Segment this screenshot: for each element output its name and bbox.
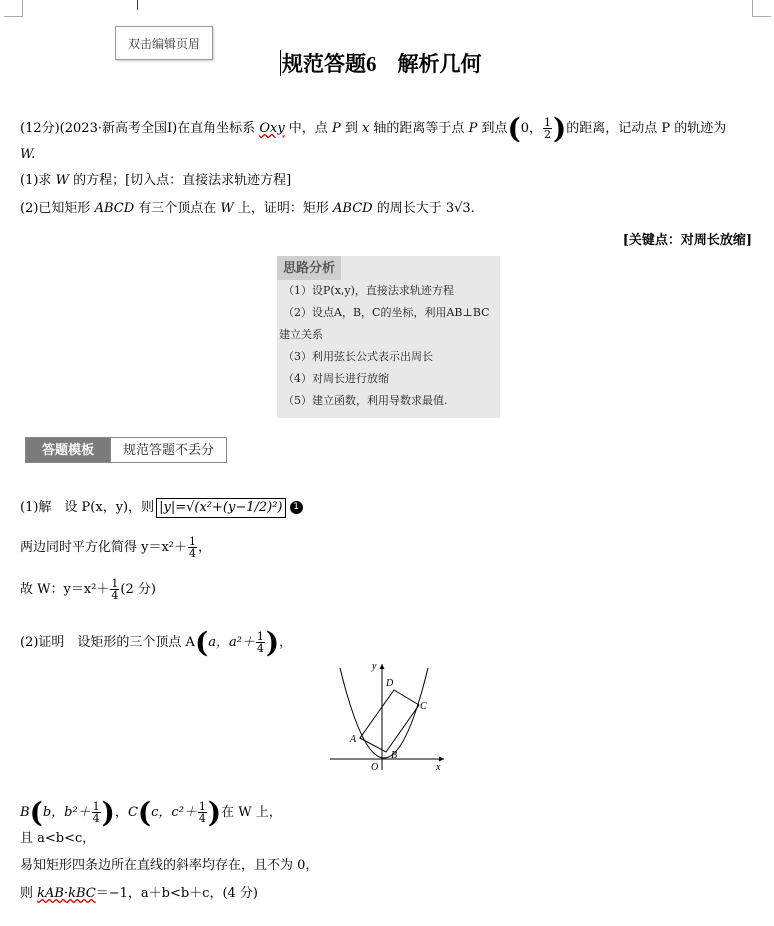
condition-3: 则 kAB·kBC＝−1，a＋b<b＋c，(4 分) — [20, 886, 258, 901]
edit-header-button[interactable]: 双击编辑页眉 — [115, 26, 213, 60]
template-label: 答题模板 — [26, 438, 110, 462]
figure-label: C — [420, 701, 427, 712]
figure-label: B — [391, 750, 398, 761]
equation-box: |y|=√(x²+(y−1/2)²) — [156, 498, 285, 518]
solution-step-1: (1)解 设 P(x，y)，则 |y|=√(x²+(y−1/2)²) 1 — [20, 498, 303, 518]
key-point: [关键点：对周长放缩] — [622, 233, 752, 248]
question-2: (2)已知矩形 ABCD 有三个顶点在 W 上，证明：矩形 ABCD 的周长大于 3√3. — [20, 201, 475, 216]
analysis-item: （3）利用弦长公式表示出周长 — [283, 350, 433, 363]
proof-start: (2)证明 设矩形的三个顶点 A(a，a²＋ $\frac{1}{4}$ )， — [20, 626, 293, 659]
title-caret — [280, 50, 281, 76]
template-tagline: 规范答题不丢分 — [110, 438, 226, 462]
solution-step-3: 故 W：y＝x²＋ $\frac{1}{4}$ (2 分) — [20, 577, 156, 602]
points-b-c: B(b，b²＋ $\frac{1}{4}$ )，C(c，c²＋ $\frac{1}{4}$ )在 W 上， — [20, 796, 282, 829]
page-title: 规范答题6 解析几何 — [282, 52, 482, 76]
condition-2: 易知矩形四条边所在直线的斜率均存在，且不为 0， — [20, 858, 319, 873]
figure-label: D — [386, 678, 394, 689]
analysis-header: 思路分析 — [277, 256, 341, 280]
marker-1-icon: 1 — [290, 501, 303, 514]
condition-1: 且 a<b<c， — [20, 831, 96, 846]
page-corner-top-left — [4, 0, 23, 17]
text-cursor — [137, 0, 138, 10]
figure-label: A — [350, 734, 357, 745]
figure-label: x — [436, 762, 441, 773]
problem-w-line: W. — [20, 147, 36, 162]
template-banner — [25, 437, 227, 463]
analysis-box — [277, 256, 500, 418]
analysis-item: （5）建立函数，利用导数求最值. — [283, 394, 448, 407]
figure-label: O — [371, 762, 379, 773]
analysis-item: （1）设P(x,y)，直接法求轨迹方程 — [283, 284, 454, 297]
analysis-item: （2）设点A，B，C的坐标，利用AB⊥BC — [283, 306, 490, 319]
parabola-figure — [326, 658, 448, 774]
page-corner-top-right — [752, 0, 771, 17]
problem-intro: (12分)(2023·新高考全国Ⅰ)在直角坐标系 Oxy 中，点 P 到 x 轴的距离等于点 P 到点(0， $\frac{1}{2}$ )的距离，记动点 P 的轨迹为 — [20, 112, 727, 145]
analysis-item: （4）对周长进行放缩 — [283, 372, 389, 385]
question-1: (1)求 W 的方程；[切入点：直接法求轨迹方程] — [20, 173, 292, 188]
figure-label: y — [372, 661, 377, 672]
solution-step-2: 两边同时平方化简得 y＝x²＋ $\frac{1}{4}$ ， — [20, 535, 212, 560]
analysis-item: 建立关系 — [279, 328, 323, 341]
